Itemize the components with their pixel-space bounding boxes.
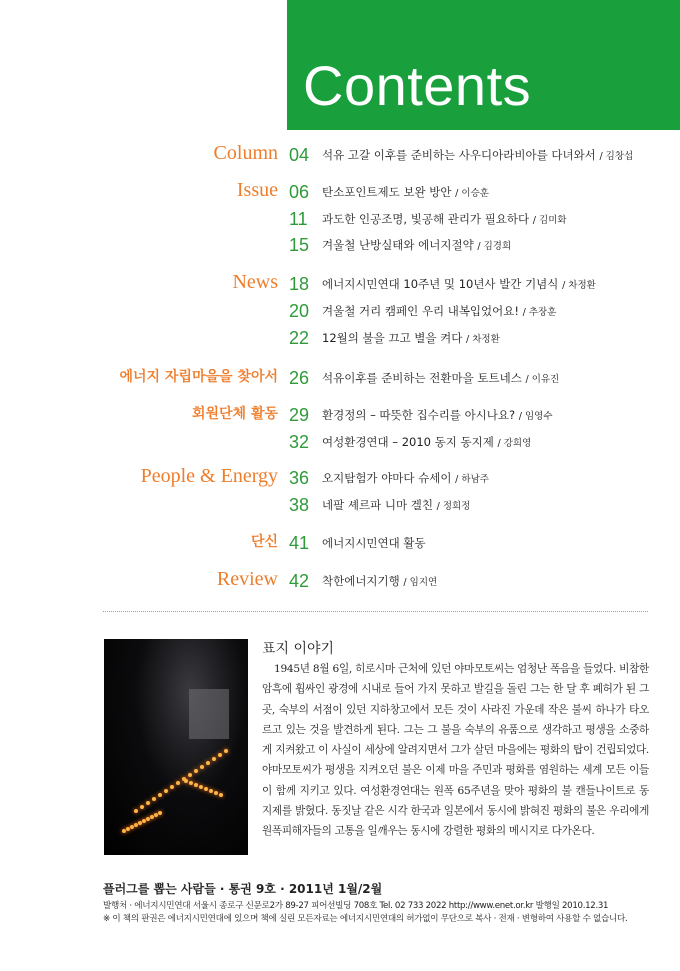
page-number: 11 — [289, 209, 308, 229]
candle-light — [152, 797, 156, 801]
article-author: / 임영수 — [518, 411, 553, 422]
toc-entry[interactable] — [0, 272, 680, 296]
candle-light — [146, 801, 150, 805]
page-title: Contents — [303, 54, 532, 117]
article-title: 석유이후를 준비하는 전환마을 토트네스 / 이유진 — [322, 371, 560, 385]
article-title: 오지탐험가 야마다 슈세이 / 하남주 — [322, 471, 489, 485]
toc-entry[interactable] — [0, 430, 680, 454]
candle-light — [218, 753, 222, 757]
page-number: 06 — [289, 182, 310, 202]
page-number: 18 — [289, 274, 310, 294]
section-label: 회원단체 활동 — [191, 406, 278, 422]
article-author: / 이유진 — [525, 374, 560, 385]
article-author: / 김경희 — [477, 241, 512, 252]
toc-entry[interactable] — [0, 366, 680, 390]
article-title: 여성환경연대 – 2010 동지 동지제 / 강희영 — [322, 435, 532, 449]
candle-light — [158, 811, 162, 815]
article-title: 착한에너지기행 / 임지연 — [322, 574, 438, 588]
article-title: 탄소포인트제도 보완 방안 / 이승훈 — [322, 185, 489, 199]
article-title: 겨울철 난방실태와 에너지절약 / 김경희 — [322, 238, 512, 252]
page-number: 42 — [289, 571, 310, 591]
candle-light — [158, 793, 162, 797]
section-label: Issue — [236, 179, 278, 201]
candle-light — [219, 793, 223, 797]
candle-light — [200, 765, 204, 769]
page-number: 22 — [289, 328, 310, 348]
toc-entry[interactable] — [0, 299, 680, 323]
toc-entry[interactable] — [0, 207, 680, 231]
candle-light — [212, 757, 216, 761]
article-title: 에너지시민연대 10주년 및 10년사 발간 기념식 / 차정환 — [322, 277, 596, 291]
article-title: 과도한 인공조명, 빛공해 관리가 필요하다 / 김미화 — [322, 212, 567, 226]
candle-light — [224, 749, 228, 753]
toc-entry[interactable] — [0, 326, 680, 350]
candle-light — [199, 785, 203, 789]
toc-entry[interactable] — [0, 233, 680, 257]
article-author: / 차정환 — [562, 280, 596, 291]
section-label: 단신 — [250, 534, 278, 550]
article-author: / 김미화 — [532, 215, 567, 226]
candle-light — [194, 783, 198, 787]
candle-light — [134, 809, 138, 813]
article-title: 석유 고갈 이후를 준비하는 사우디아라비아를 다녀와서 / 김창섭 — [322, 148, 634, 162]
page-number: 15 — [289, 235, 310, 255]
article-author: / 임지연 — [403, 577, 438, 588]
article-author: / 김창섭 — [599, 151, 634, 162]
candle-light — [188, 773, 192, 777]
article-author: / 정희정 — [436, 501, 471, 512]
cover-photo — [104, 639, 248, 855]
article-author: / 강희영 — [497, 438, 532, 449]
article-author: / 하남주 — [455, 474, 489, 485]
article-title: 에너지시민연대 활동 — [322, 536, 426, 550]
section-label: People & Energy — [140, 465, 278, 487]
toc-entry[interactable] — [0, 403, 680, 427]
cover-story-text: 1945년 8월 6일, 히로시마 근처에 있던 야마모토씨는 엄청난 폭음을 들었다. 비참한 암흑에 휩싸인 광경에 시내로 들어 가지 못하고 발길을 돌린 그는 한 달 후 폐허가 된 그곳, 숙부의 서점이 있던 지하창고에서 모든 것이 사라진 가운데 작은 불씨 하나가 타오르고 있는 것을 발견하게 된다. 그는 그 불을 숙부의 유품으로 생각하고 평생을 소중하게 지켜왔고 이 사실이 세상에 알려지면서 그가 살던 마을에는 평화의 탑이 건립되었다. 야마모토씨가 평생을 지켜오던 불은 이제 마을 주민과 평화를 염원하는 세계 모든 이들이 함께 지키고 있다. 여성환경연대는 원폭 65주년을 맞아 평화의 불 캔들나이트로 동지제를 밝혔다. 동짓날 같은 시각 한국과 일본에서 동시에 밝혀진 평화의 불은 우리에게 원폭피해자들의 고통을 일깨우는 동시에 강렬한 평화의 메시지로 다가온다. — [262, 663, 649, 838]
article-title: 겨울철 거리 캠페인 우리 내복입었어요! / 추장훈 — [322, 304, 557, 318]
page-number: 04 — [289, 145, 310, 165]
article-author: / 차정환 — [466, 334, 500, 345]
candle-light — [209, 789, 213, 793]
candle-light — [189, 781, 193, 785]
candle-light — [170, 785, 174, 789]
divider — [103, 611, 648, 612]
page-number: 29 — [289, 405, 310, 425]
page-number: 38 — [289, 495, 310, 515]
section-label: Column — [213, 142, 278, 164]
cover-story-title: 표지 이야기 — [262, 641, 335, 657]
article-author: / 추장훈 — [522, 307, 557, 318]
issue-info: 플러그를 뽑는 사람들 · 통권 9호 · 2011년 1월/2월 — [103, 882, 383, 896]
candle-light — [140, 805, 144, 809]
section-label: 에너지 자립마을을 찾아서 — [119, 369, 278, 385]
article-author: / 이승훈 — [455, 188, 489, 199]
page-number: 20 — [289, 301, 310, 321]
candle-light — [194, 769, 198, 773]
article-title: 네팔 셰르파 니마 겔친 / 정희정 — [322, 498, 471, 512]
candle-light — [206, 761, 210, 765]
contents-header — [287, 0, 680, 130]
candle-light — [176, 781, 180, 785]
portrait-screen — [189, 689, 229, 739]
page-number: 36 — [289, 468, 310, 488]
toc-entry[interactable] — [0, 180, 680, 204]
page-number: 26 — [289, 368, 310, 388]
toc-entry[interactable] — [0, 493, 680, 517]
page-number: 41 — [289, 533, 310, 553]
page-number: 32 — [289, 432, 310, 452]
candle-light — [214, 791, 218, 795]
section-label: News — [232, 271, 278, 293]
toc-entry[interactable] — [0, 466, 680, 490]
candle-light — [184, 779, 188, 783]
toc-entry[interactable] — [0, 143, 680, 167]
article-title: 환경정의 – 따뜻한 집수리를 아시나요? / 임영수 — [322, 408, 553, 422]
toc-entry[interactable] — [0, 531, 680, 555]
copyright-notice: ※ 이 책의 판권은 에너지시민연대에 있으며 책에 실린 모든자료는 에너지시민연대의 허가없이 무단으로 복사 · 전재 · 변형하여 사용할 수 없습니다. — [103, 914, 628, 924]
candle-light — [204, 787, 208, 791]
section-label: Review — [216, 568, 278, 590]
publisher-info: 발행처 · 에너지시민연대 서울시 종로구 신문로2가 89-27 피어선빌딩 708호 Tel. 02 733 2022 http://www.enet.or.kr 발행일 2010.12.31 — [103, 901, 609, 911]
candle-light — [164, 789, 168, 793]
toc-entry[interactable] — [0, 569, 680, 593]
article-title: 12월의 불을 끄고 별을 켜다 / 차정환 — [322, 331, 500, 345]
